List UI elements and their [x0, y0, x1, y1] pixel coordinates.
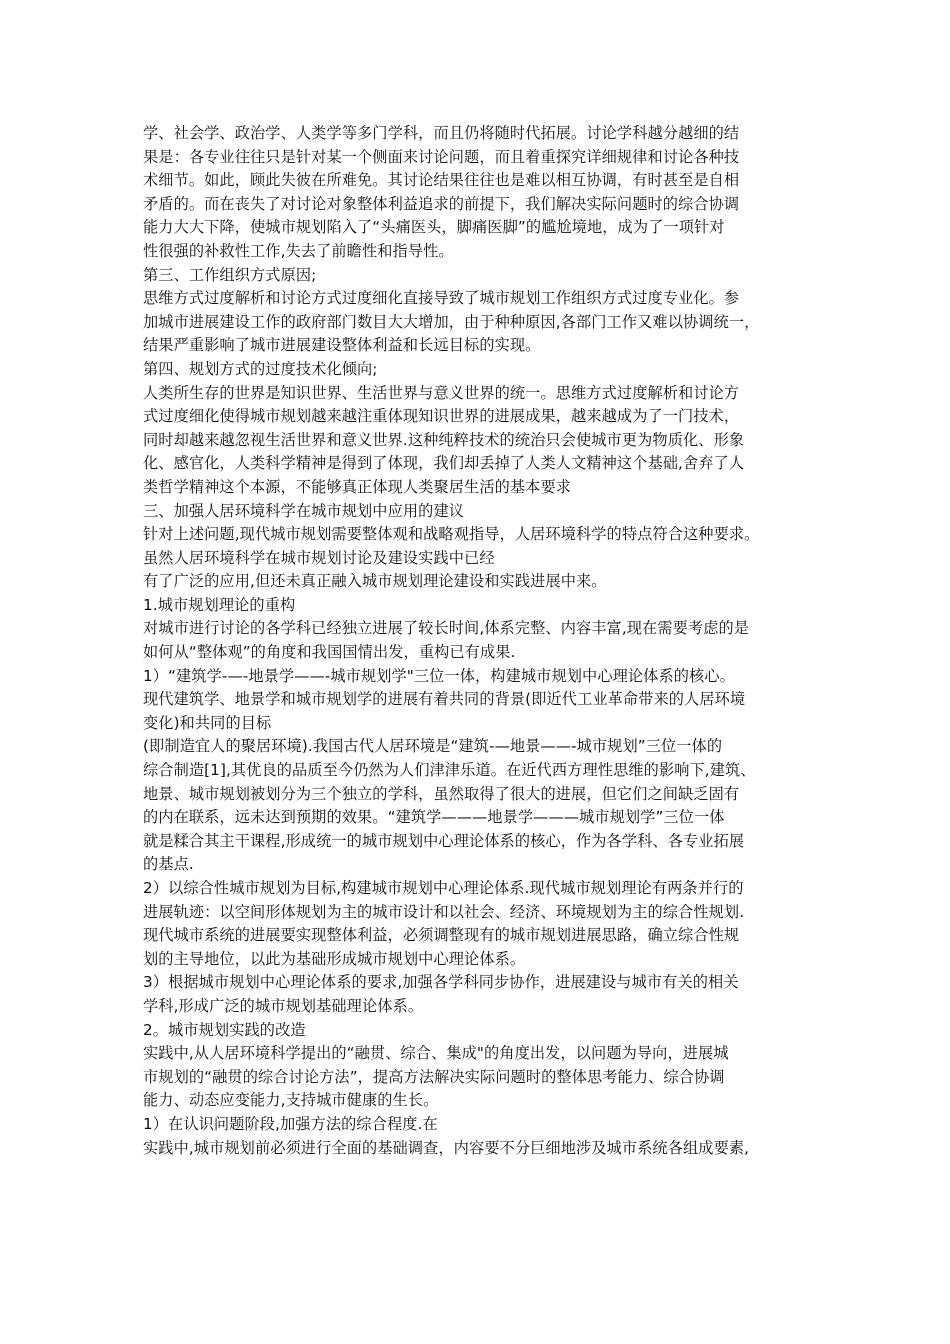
text-line: 术细节。如此，顾此失彼在所难免。其讨论结果往往也是难以相互协调，有时甚至是自相 [143, 171, 740, 190]
text-line: 能力大大下降，使城市规划陷入了“头痛医头，脚痛医脚”的尴尬境地，成为了一项针对 [143, 218, 725, 237]
text-line: 现代城市系统的进展要实现整体利益，必须调整现有的城市规划进展思路，确立综合性规 [143, 926, 740, 945]
text-line: 虽然人居环境科学在城市规划讨论及建设实践中已经 [143, 548, 495, 567]
text-line: 的基点. [143, 855, 194, 874]
text-line: 同时却越来越忽视生活世界和意义世界.这种纯粹技术的统治只会使城市更为物质化、形象 [143, 430, 745, 449]
text-line: 3）根据城市规划中心理论体系的要求,加强各学科同步协作，进展建设与城市有关的相关 [143, 973, 739, 992]
text-line: 学科,形成广泛的城市规划基础理论体系。 [143, 996, 424, 1015]
text-line: 思维方式过度解析和讨论方式过度细化直接导致了城市规划工作组织方式过度专业化。参 [143, 289, 740, 308]
text-line: 市规划的“融贯的综合讨论方法”，提高方法解决实际问题时的整体思考能力、综合协调 [143, 1067, 725, 1086]
text-line: 结果严重影响了城市进展建设整体利益和长远目标的实现。 [143, 336, 541, 355]
text-line: 划的主导地位，以此为基础形成城市规划中心理论体系。 [143, 949, 526, 968]
text-line: 针对上述问题,现代城市规划需要整体观和战略观指导，人居环境科学的特点符合这种要求。 [143, 525, 760, 544]
document-body [143, 122, 813, 1160]
text-line: 三、加强人居环境科学在城市规划中应用的建议 [143, 501, 465, 520]
text-line: 的内在联系，远未达到预期的效果。“建筑学———地景学———城市规划学”三位一体 [143, 808, 725, 827]
text-line: 化、感官化，人类科学精神是得到了体现，我们却丢掉了人类人文精神这个基础,舍弃了人 [143, 454, 745, 473]
text-line: 进展轨迹：以空间形体规划为主的城市设计和以社会、经济、环境规划为主的综合性规划. [143, 902, 745, 921]
text-line: 现代建筑学、地景学和城市规划学的进展有着共同的背景(即近代工业革命带来的人居环境 [143, 690, 746, 709]
text-line: 对城市进行讨论的各学科已经独立进展了较长时间,体系完整、内容丰富,现在需要考虑的是 [143, 619, 750, 638]
text-line: 1）在认识问题阶段,加强方法的综合程度.在 [143, 1114, 438, 1133]
text-line: 实践中,城市规划前必须进行全面的基础调查，内容要不分巨细地涉及城市系统各组成要素, [143, 1138, 750, 1157]
text-line: 学、社会学、政治学、人类学等多门学科，而且仍将随时代拓展。讨论学科越分越细的结 [143, 124, 740, 142]
text-line: 能力、动态应变能力,支持城市健康的生长。 [143, 1091, 439, 1110]
text-line: 1）“建筑学-—-地景学——-城市规划学"三位一体，构建城市规划中心理论体系的核心。 [143, 666, 735, 685]
text-line: 类哲学精神这个本源，不能够真正体现人类聚居生活的基本要求 [143, 477, 572, 496]
text-line: (即制造宜人的聚居环境).我国古代人居环境是“建筑-—地景——-城市规划”三位一体的 [143, 737, 723, 756]
text-line: 1.城市规划理论的重构 [143, 595, 296, 614]
text-line: 有了广泛的应用,但还未真正融入城市规划理论建设和实践进展中来。 [143, 572, 607, 591]
text-line: 2）以综合性城市规划为目标,构建城市规划中心理论体系.现代城市规划理论有两条并行的 [143, 879, 744, 897]
text-line: 实践中,从人居环境科学提出的“融贯、综合、集成"的角度出发，以问题为导向，进展城 [143, 1044, 729, 1063]
text-line: 2。城市规划实践的改造 [143, 1020, 306, 1039]
text-line: 加城市进展建设工作的政府部门数目大大增加，由于种种原因,各部门工作又难以协调统一， [143, 312, 760, 331]
text-line: 式过度细化使得城市规划越来越注重体现知识世界的进展成果，越来越成为了一门技术， [143, 407, 740, 426]
text-line: 性很强的补救性工作,失去了前瞻性和指导性。 [143, 241, 454, 260]
text-line: 果是：各专业往往只是针对某一个侧面来讨论问题，而且着重探究详细规律和讨论各种技 [143, 147, 740, 166]
text-line: 综合制造[1],其优良的品质至今仍然为人们津津乐道。在近代西方理性思维的影响下,建筑、 [143, 761, 756, 780]
text-line: 变化)和共同的目标 [143, 713, 272, 732]
text-line: 第三、工作组织方式原因; [143, 265, 317, 284]
text-line: 第四、规划方式的过度技术化倾向; [143, 359, 378, 378]
text-line: 人类所生存的世界是知识世界、生活世界与意义世界的统一。思维方式过度解析和讨论方 [143, 383, 740, 402]
text-line: 就是糅合其主干课程,形成统一的城市规划中心理论体系的核心，作为各学科、各专业拓展 [143, 831, 745, 850]
text-line: 地景、城市规划被划分为三个独立的学科，虽然取得了很大的进展，但它们之间缺乏固有 [143, 784, 740, 803]
text-line: 矛盾的。而在丧失了对讨论对象整体利益追求的前提下，我们解决实际问题时的综合协调 [143, 194, 740, 213]
text-line: 如何从“整体观”的角度和我国国情出发，重构已有成果. [143, 643, 516, 662]
